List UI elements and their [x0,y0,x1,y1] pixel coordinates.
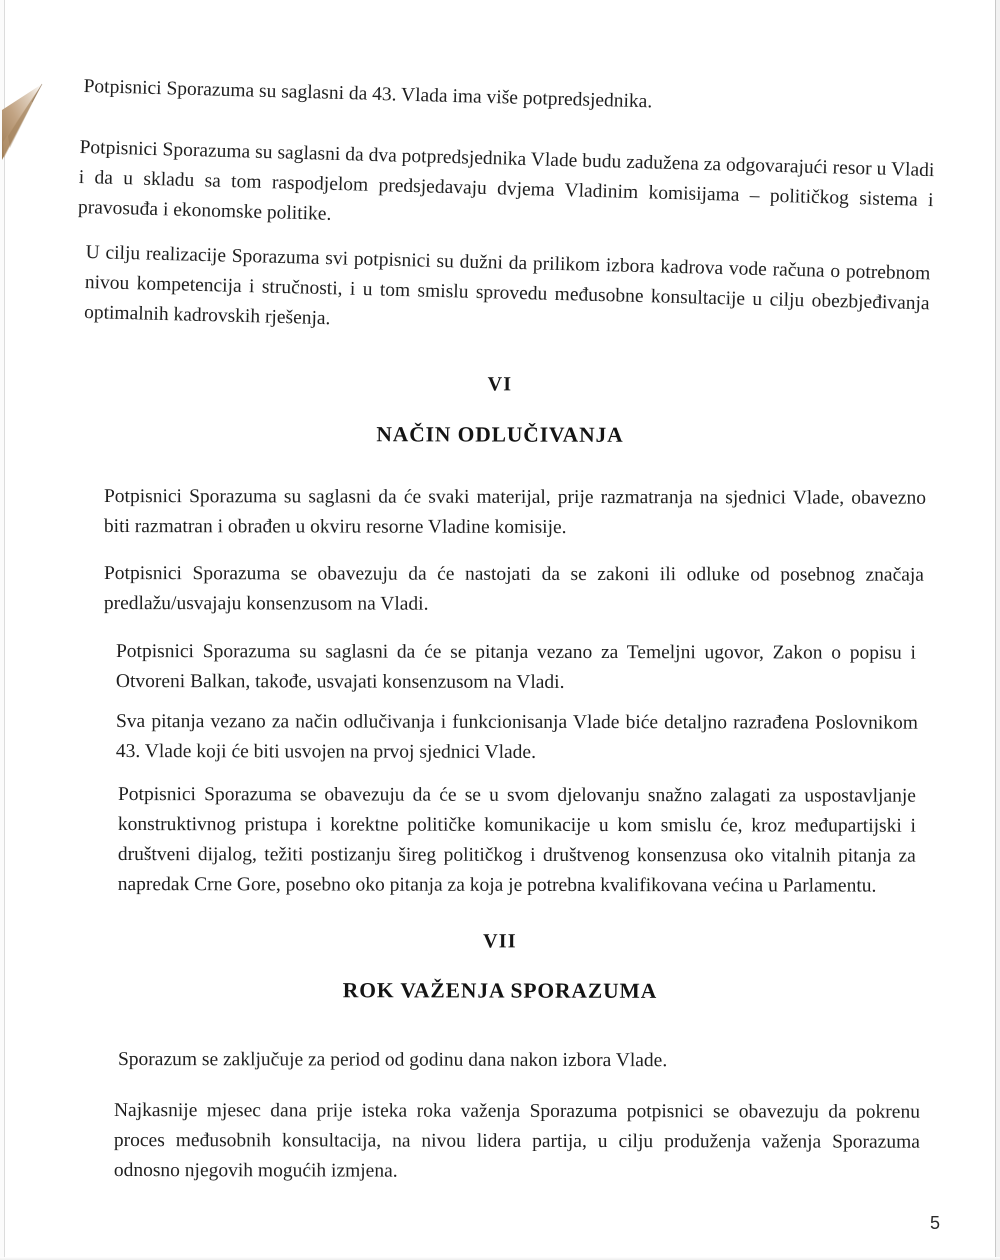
paragraph-two-vice-presidents-portfolios: Potpisnici Sporazuma su saglasni da dva potpredsjednika Vlade budu zadužena za odgovarajući resor u Vladi i da u skladu sa tom raspodjelom predsjedavaju dvjema Vladinim komisijama – političkog sistema i pravosuđa i ekonomske politike. [77,136,935,225]
paragraph-vice-presidents: Potpisnici Sporazuma su saglasni da 43. Vlada ima više potpredsjednika. [83,75,653,113]
paragraph-extension-consultations: Najkasnije mjesec dana prije isteka roka važenja Sporazuma potpisnici se obavezuju da pokrenu proces međusobnih konsultacija, na nivou lidera partija, u cilju produženja važenja Sporazuma odnosno njegovih mogućih izmjena. [113,1100,920,1182]
paragraph-rules-of-procedure: Sva pitanja vezano za način odlučivanja i funkcionisanja Vlade biće detaljno razrađena Poslovnikom 43. Vlade koji će biti usvojen na prvoj sjednici Vlade. [115,711,918,763]
section-seven-roman-numeral: VII [483,930,517,953]
right-edge-paper-shadow [996,0,1000,1260]
paragraph-laws-consensus: Potpisnici Sporazuma se obavezuju da će nastojati da se zakoni ili odluke od posebnog značaja predlažu/usvajaju konsenzusom na Vladi. [103,563,924,615]
right-edge-scan-line [995,0,996,1260]
paragraph-personnel-competence: U cilju realizacije Sporazuma svi potpisnici su dužni da prilikom izbora kadrova vode računa o potrebnom nivou kompetencija i stručnosti, i u tom smislu sprovedu međusobne konsultacije u cilju obezbjeđivanja optimalnih kadrovskih rješenja. [83,241,931,330]
section-six-roman-numeral: VI [487,373,513,396]
paragraph-agreement-duration: Sporazum se zaključuje za period od godinu dana nakon izbora Vlade. [117,1049,668,1072]
section-seven-title: ROK VAŽENJA SPORAZUMA [342,978,658,1003]
left-edge-scan-line [4,0,5,1260]
paragraph-constructive-political-communication: Potpisnici Sporazuma se obavezuju da će se u svom djelovanju snažno zalagati za uspostavljanje konstruktivnog pristupa i korektne političke komunikacije u kom smislu će, kroz međupartijski i društveni dijalog, težiti postizanju šireg političkog i društvenog konsenzusa oko vitalnih pitanja za napredak Crne Gore, posebno oko pitanja za koja je potrebna kvalifikovana većina u Parlamentu. [117,784,916,897]
paragraph-material-review-commission: Potpisnici Sporazuma su saglasni da će svaki materijal, prije razmatranja na sjednici Vlade, obavezno biti razmatran i obrađen u okviru resorne Vladine komisije. [103,486,926,538]
section-six-title: NAČIN ODLUČIVANJA [376,422,624,447]
torn-paper-corner-artifact [2,62,54,182]
page-number: 5 [930,1213,941,1233]
paragraph-fundamental-agreement-open-balkan: Potpisnici Sporazuma su saglasni da će se pitanja vezano za Temeljni ugovor, Zakon o popisu i Otvoreni Balkan, takođe, usvajati konsenzusom na Vladi. [115,641,916,693]
